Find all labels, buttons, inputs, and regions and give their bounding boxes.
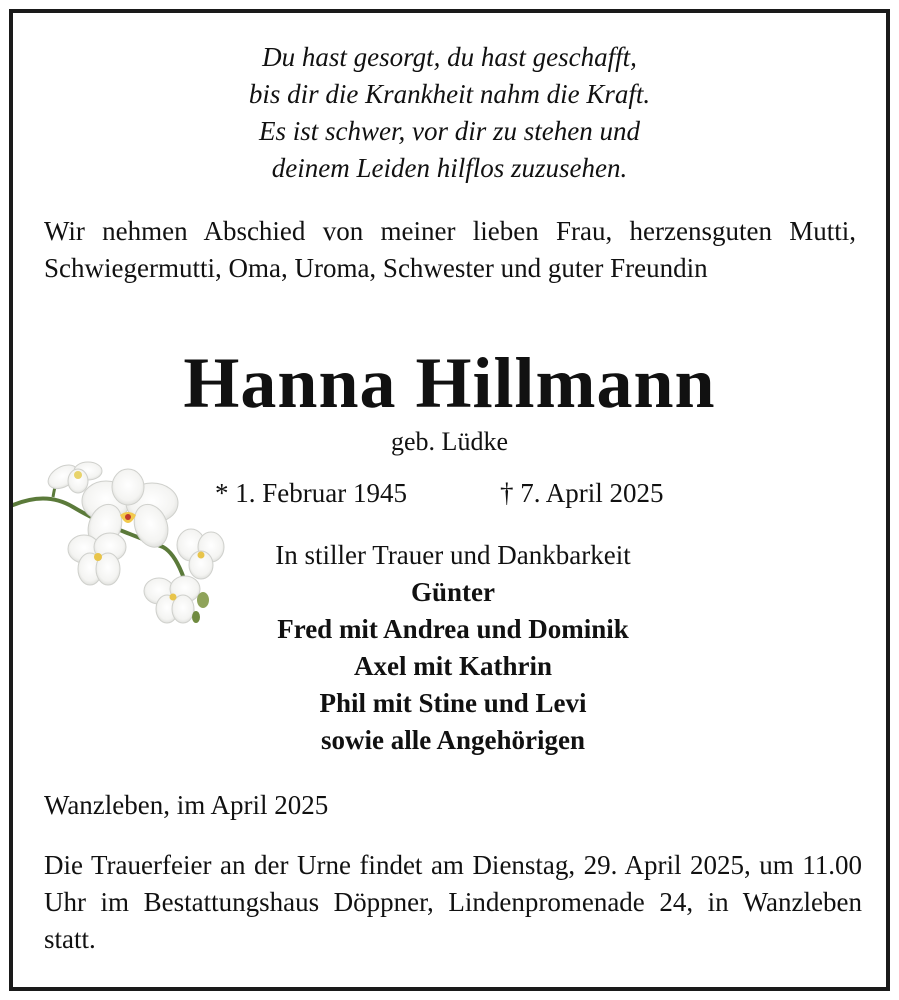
orchid-branch-icon bbox=[13, 435, 228, 640]
mourner-name: Fred mit Andrea und Dominik bbox=[277, 614, 629, 644]
deceased-name: Hanna Hillmann bbox=[183, 343, 716, 423]
ceremony-info: Die Trauerfeier an der Urne findet am Dienstag, 29. April 2025, um 11.00 Uhr im Bestattungshaus Döppner, Lindenpromenade 24, in Wanzleben statt. bbox=[44, 850, 862, 954]
mourner-name: Axel mit Kathrin bbox=[354, 651, 552, 681]
maiden-name: geb. Lüdke bbox=[391, 427, 508, 456]
mourning-line: In stiller Trauer und Dankbarkeit bbox=[275, 540, 631, 570]
poem-line: bis dir die Krankheit nahm die Kraft. bbox=[248, 79, 651, 109]
farewell-intro: Wir nehmen Abschied von meiner lieben Frau, herzensguten Mutti, Schwiegermutti, Oma, Uroma, Schwester und guter Freundin bbox=[44, 216, 856, 283]
poem bbox=[13, 39, 886, 187]
poem-line: deinem Leiden hilflos zuzusehen. bbox=[271, 153, 628, 183]
mourner-name: Günter bbox=[411, 577, 495, 607]
poem-line: Du hast gesorgt, du hast geschafft, bbox=[262, 42, 637, 72]
poem-line: Es ist schwer, vor dir zu stehen und bbox=[259, 116, 640, 146]
obituary-notice bbox=[9, 9, 890, 991]
death-date: † 7. April 2025 bbox=[500, 478, 664, 508]
mourner-name: sowie alle Angehörigen bbox=[321, 725, 585, 755]
place-and-date: Wanzleben, im April 2025 bbox=[44, 790, 329, 820]
mourner-name: Phil mit Stine und Levi bbox=[319, 688, 587, 718]
birth-date: * 1. Februar 1945 bbox=[215, 478, 407, 508]
mourners-block bbox=[243, 537, 663, 759]
